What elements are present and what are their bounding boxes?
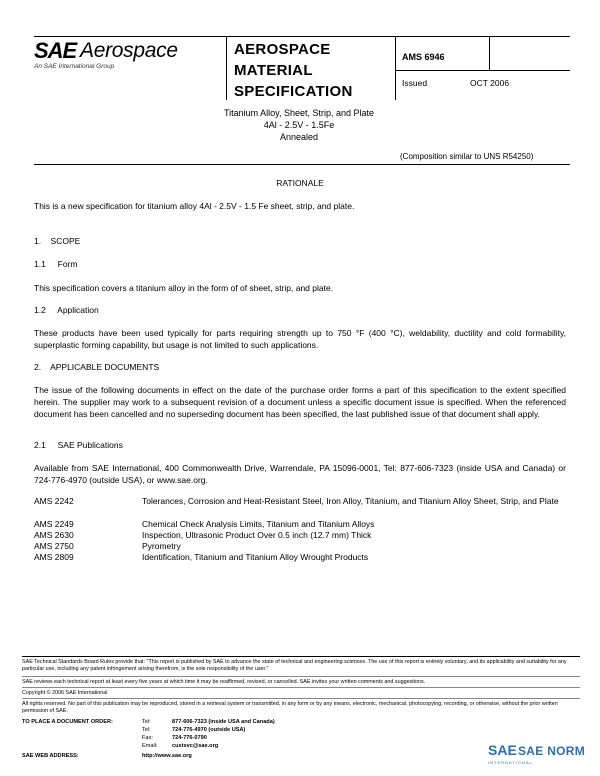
scope-heading: 1. SCOPE bbox=[34, 236, 81, 246]
document-number: AMS 6946 bbox=[402, 52, 445, 62]
footer-rule-2 bbox=[22, 676, 580, 677]
header-docnum-rule bbox=[395, 70, 570, 71]
footer-rule-3 bbox=[22, 687, 580, 688]
rationale-text: This is a new specification for titanium alloy 4Al - 2.5V - 1.5 Fe sheet, strip, and plate. bbox=[34, 201, 355, 211]
reference-code: AMS 2242 bbox=[34, 496, 74, 506]
web-address-link[interactable]: http://www.sae.org bbox=[142, 753, 192, 759]
reference-code: AMS 2630 bbox=[34, 530, 74, 540]
order-key: Email: bbox=[142, 743, 158, 749]
subtitle-line-3: Annealed bbox=[279, 132, 319, 142]
sae-publications-text: Available from SAE International, 400 Commonwealth Drive, Warrendale, PA 15096-0001, Tel: 877-606-7323 (inside USA and Canada) or 724-776-4970 (outside USA), or www.sae.org. bbox=[34, 463, 566, 485]
applicable-documents-text: The issue of the following documents in effect on the date of the purchase order forms a part of this specification to the extent specified herein. The supplier may work to a subsequent revision of a document unless a specific document issue is specified. When the referenced document has been cancelled and no superseding document has been specified, the last published issue of that document shall apply. bbox=[34, 385, 566, 419]
header-divider-docnum bbox=[489, 36, 490, 70]
subtitle-line-2: 4Al - 2.5V - 1.5Fe bbox=[263, 120, 335, 130]
reference-desc: Pyrometry bbox=[142, 541, 181, 551]
sae-publications-heading: 2.1 SAE Publications bbox=[34, 440, 123, 450]
applicable-documents-heading: 2. APPLICABLE DOCUMENTS bbox=[34, 362, 160, 372]
order-key: Tel: bbox=[142, 719, 151, 725]
footer-top-rule bbox=[22, 656, 580, 657]
order-value: 724-776-4970 (outside USA) bbox=[172, 727, 246, 733]
sae-logo-subtitle: An SAE International Group bbox=[34, 63, 115, 70]
reference-code: AMS 2249 bbox=[34, 519, 74, 529]
reference-desc: Inspection, Ultrasonic Product Over 0.5 inch (12.7 mm) Thick bbox=[142, 530, 372, 540]
order-label: TO PLACE A DOCUMENT ORDER: bbox=[22, 719, 113, 725]
issued-label: Issued bbox=[402, 78, 428, 88]
composition-note: (Composition similar to UNS R54250) bbox=[400, 152, 534, 161]
reference-desc: Identification, Titanium and Titanium Alloy Wrought Products bbox=[142, 552, 369, 562]
reference-desc: Tolerances, Corrosion and Heat-Resistant Steel, Iron Alloy, Titanium, and Titanium Alloy Sheet, Strip, and Plate bbox=[142, 496, 559, 506]
header-divider-left bbox=[226, 36, 227, 100]
sae-logo-aerospace: Aerospace bbox=[80, 39, 178, 62]
reference-desc: Chemical Check Analysis Limits, Titanium and Titanium Alloys bbox=[142, 519, 375, 529]
title-line-2: MATERIAL bbox=[234, 62, 313, 79]
title-line-3: SPECIFICATION bbox=[234, 83, 353, 100]
header-bottom-rule bbox=[34, 164, 570, 165]
title-line-1: AEROSPACE bbox=[234, 41, 331, 58]
footer-copyright: Copyright © 2006 SAE International bbox=[22, 690, 108, 696]
form-heading: 1.1 Form bbox=[34, 259, 78, 269]
subtitle-line-1: Titanium Alloy, Sheet, Strip, and Plate bbox=[223, 108, 375, 118]
rationale-heading: RATIONALE bbox=[276, 178, 324, 188]
sae-norm-logo-mark: SAE bbox=[488, 742, 517, 758]
footer-rules-text: SAE Technical Standards Board Rules provide that: "This report is published by SAE to advance the state of technical and engineering sciences. The use of this report is entirely voluntary, and its applicability and suitability for any particular use, including any patent infringement arising therefrom, is the sole responsibility of the user." bbox=[22, 659, 567, 672]
application-text: These products have been used typically for parts requiring strength up to 750 °F (400 °C), weldability, ductility and cold formability, superplastic forming capability, but usage is not limited to such applications. bbox=[34, 328, 566, 350]
footer-rule-4 bbox=[22, 698, 580, 699]
order-value: 724-776-0790 bbox=[172, 735, 207, 741]
sae-norm-logo-text: SAE NORM bbox=[518, 744, 586, 758]
reference-code: AMS 2750 bbox=[34, 541, 74, 551]
header-divider-right bbox=[395, 36, 396, 100]
sae-norm-logo-subtitle: INTERNATIONAL bbox=[488, 760, 533, 765]
reference-code: AMS 2809 bbox=[34, 552, 74, 562]
form-text: This specification covers a titanium alloy in the form of of sheet, strip, and plate. bbox=[34, 283, 334, 293]
application-heading: 1.2 Application bbox=[34, 305, 99, 315]
order-key: Tel: bbox=[142, 727, 151, 733]
order-value: 877-606-7323 (inside USA and Canada) bbox=[172, 719, 275, 725]
sae-logo-mark: SAE bbox=[34, 38, 77, 63]
footer-review-text: SAE reviews each technical report at least every five years at which time it may be reaffirmed, revised, or cancelled. SAE invites your written comments and suggestions. bbox=[22, 679, 426, 685]
web-address-label: SAE WEB ADDRESS: bbox=[22, 753, 79, 759]
footer-rights-text: All rights reserved. No part of this publication may be reproduced, stored in a retrieval system or transmitted, in any form or by any means, electronic, mechanical, photocopying, recording, or otherwise, without the prior written permission of SAE. bbox=[22, 701, 558, 714]
issued-date: OCT 2006 bbox=[470, 78, 510, 88]
order-value: custsvc@sae.org bbox=[172, 743, 219, 749]
order-key: Fax: bbox=[142, 735, 153, 741]
